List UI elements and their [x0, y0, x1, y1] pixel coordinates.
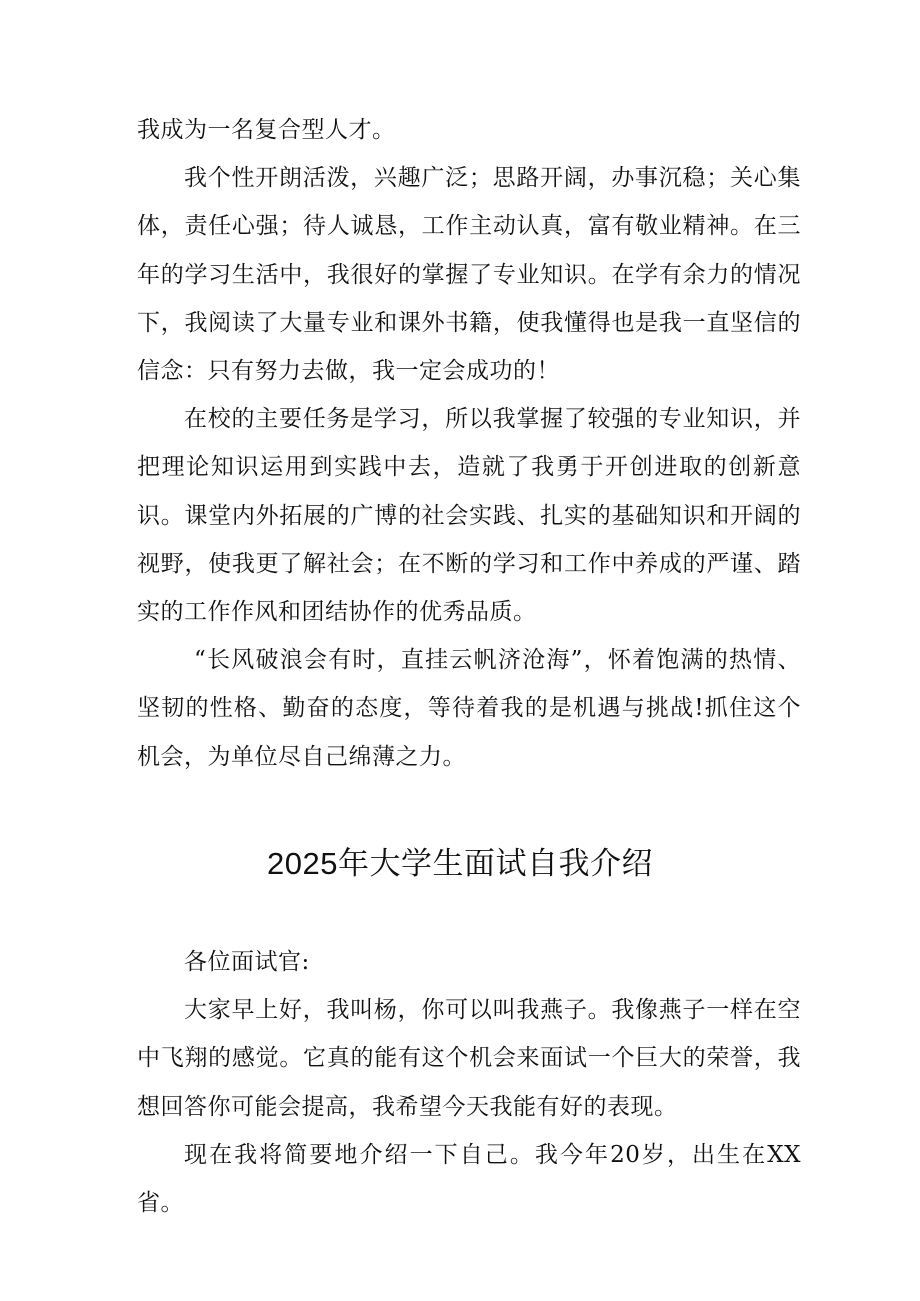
- previous-essay-continuation: [137, 106, 801, 781]
- essay-title: 2025年大学生面试自我介绍: [267, 846, 653, 881]
- paragraph-intro: 大家早上好，我叫杨，你可以叫我燕子。我像燕子一样在空中飞翔的感觉。它真的能有这个机会来面试一个巨大的荣誉，我想回答你可能会提高，我希望今天我能有好的表现。: [137, 997, 801, 1120]
- paragraph-personality: 我个性开朗活泼，兴趣广泛；思路开阔，办事沉稳；关心集体，责任心强；待人诚恳，工作主动认真，富有敬业精神。在三年的学习生活中，我很好的掌握了专业知识。在学有余力的情况下，我阅读了大量专业和课外书籍，使我懂得也是我一直坚信的信念：只有努力去做，我一定会成功的！: [137, 165, 801, 385]
- greeting: 各位面试官:: [184, 949, 310, 975]
- paragraph-study: 在校的主要任务是学习，所以我掌握了较强的专业知识，并把理论知识运用到实践中去，造就了我勇于开创进取的创新意识。课堂内外拓展的广博的社会实践、扎实的基础知识和开阔的视野，使我更了解社会；在不断的学习和工作中养成的严谨、踏实的工作作风和团结协作的优秀品质。: [137, 406, 801, 626]
- paragraph-closing: “长风破浪会有时，直挂云帆济沧海”，怀着饱满的热情、坚韧的性格、勤奋的态度，等待着我的是机遇与挑战!抓住这个机会，为单位尽自己绵薄之力。: [137, 647, 801, 770]
- paragraph-continuation: 我成为一名复合型人才。: [137, 117, 396, 143]
- self-introduction-body: [137, 938, 801, 1227]
- paragraph-background: 现在我将简要地介绍一下自己。我今年20岁，出生在XX省。: [137, 1141, 801, 1217]
